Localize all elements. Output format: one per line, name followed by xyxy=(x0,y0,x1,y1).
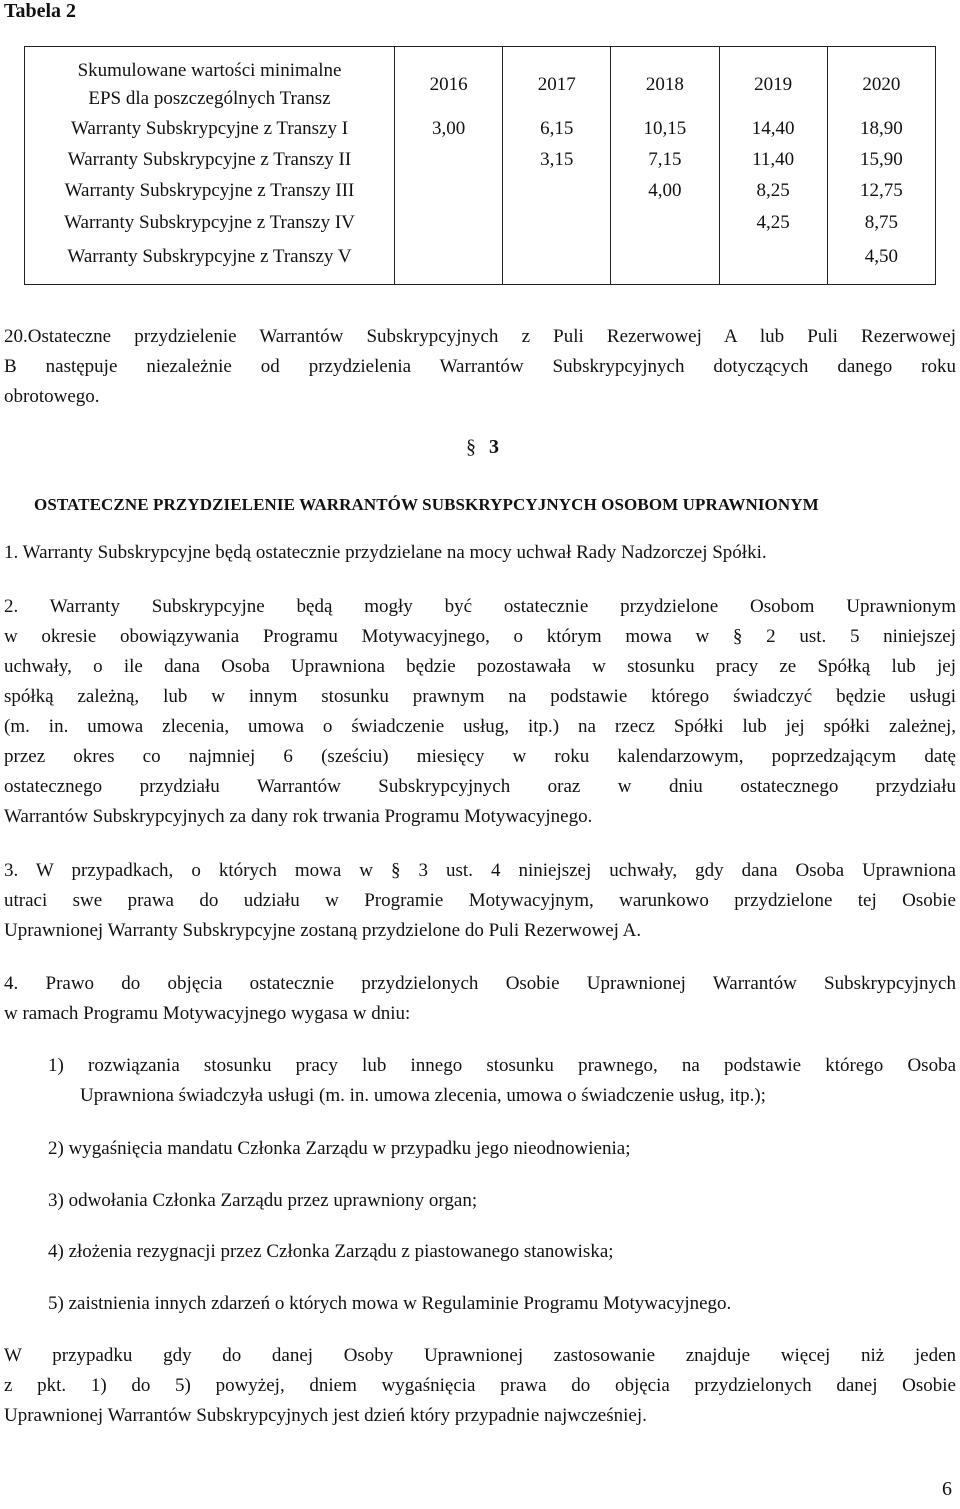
text-line: spółką zależną, lub w innym stosunku prawnym na podstawie którego świadczyć będzie usługi xyxy=(4,686,956,707)
text-line: w ramach Programu Motywacyjnego wygasa w dniu: xyxy=(4,1003,411,1024)
table-cell xyxy=(503,175,610,206)
table-cell: 8,75 xyxy=(864,212,898,233)
table-year-header: 2018 xyxy=(645,74,684,95)
text-line: Uprawniona świadczyła usługi (m. in. umowa zlecenia, umowa o świadczenie usług, itp.); xyxy=(80,1085,766,1106)
text-line: 20.Ostateczne przydzielenie Warrantów Subskrypcyjnych z Puli Rezerwowej A lub Puli Rezerwowej xyxy=(4,326,956,347)
table-cell: 18,90 xyxy=(860,118,903,139)
table-cell xyxy=(395,240,502,274)
table-cell xyxy=(611,206,718,240)
text-line: z pkt. 1) do 5) powyżej, dniem wygaśnięcia prawa do objęcia przydzielonych danej Osobie xyxy=(4,1375,956,1396)
table-caption: Tabela 2 xyxy=(4,0,77,22)
text-line: Warrantów Subskrypcyjnych za dany rok trwania Programu Motywacyjnego. xyxy=(4,806,593,827)
section-symbol: § xyxy=(466,436,476,458)
eps-table xyxy=(24,46,936,285)
text-line: obrotowego. xyxy=(4,386,100,407)
table-year-column xyxy=(827,47,935,285)
section-heading: OSTATECZNE PRZYDZIELENIE WARRANTÓW SUBSKRYPCYJNYCH OSOBOM UPRAWNIONYM xyxy=(34,495,819,514)
table-year-column xyxy=(503,47,611,285)
text-line: Uprawnionej Warrantów Subskrypcyjnych jest dzień który przypadnie najwcześniej. xyxy=(4,1405,647,1426)
closing-paragraph xyxy=(4,1341,956,1431)
list-item-1 xyxy=(48,1051,956,1111)
text-line: 3. W przypadkach, o których mowa w § 3 ust. 4 niniejszej uchwały, gdy dana Osoba Uprawniona xyxy=(4,860,956,881)
table-cell xyxy=(395,206,502,240)
section-number xyxy=(466,436,499,459)
table-year-header: 2017 xyxy=(537,74,576,95)
table-cell xyxy=(395,175,502,206)
table-cell: 14,40 xyxy=(751,118,795,139)
table-header-label-line: EPS dla poszczególnych Transz xyxy=(88,88,331,109)
list-item-3: 3) odwołania Członka Zarządu przez uprawniony organ; xyxy=(48,1190,478,1211)
text-line: uchwały, o ile dana Osoba Uprawniona będzie pozostawała w stosunku pracy ze Spółką lub jej xyxy=(4,656,956,677)
table-cell xyxy=(611,240,718,274)
table-year-column xyxy=(719,47,827,285)
table-cell xyxy=(720,240,827,274)
text-line: ostatecznego przydziału Warrantów Subskrypcyjnych oraz w dniu ostatecznego przydziału xyxy=(4,776,956,797)
table-row-label: Warranty Subskrypcyjne z Transzy I xyxy=(70,118,349,139)
list-item-2: 2) wygaśnięcia mandatu Członka Zarządu w przypadku jego nieodnowienia; xyxy=(48,1138,631,1159)
table-label-column xyxy=(25,47,395,285)
point-4 xyxy=(4,969,956,1029)
text-line: B następuje niezależnie od przydzielenia Warrantów Subskrypcyjnych dotyczących danego roku xyxy=(4,356,956,377)
point-3 xyxy=(4,856,956,946)
table-year-header: 2016 xyxy=(429,74,468,95)
table-year-header: 2019 xyxy=(754,74,793,95)
table-cell: 11,40 xyxy=(752,149,795,170)
section-digit: 3 xyxy=(489,436,499,458)
table-cell: 4,25 xyxy=(756,212,790,233)
table-cell: 3,00 xyxy=(431,118,466,139)
text-line: 1) rozwiązania stosunku pracy lub innego stosunku prawnego, na podstawie którego Osoba xyxy=(48,1055,956,1076)
table-cell: 12,75 xyxy=(860,180,903,201)
point-1: 1. Warranty Subskrypcyjne będą ostatecznie przydzielane na mocy uchwał Rady Nadzorczej Spółki. xyxy=(4,542,767,563)
table-row-label: Warranty Subskrypcyjne z Transzy V xyxy=(67,246,352,267)
list-item-4: 4) złożenia rezygnacji przez Członka Zarządu z piastowanego stanowiska; xyxy=(48,1241,614,1262)
table-year-column xyxy=(611,47,719,285)
table-year-column xyxy=(395,47,503,285)
table-cell: 4,50 xyxy=(864,246,898,267)
text-line: 4. Prawo do objęcia ostatecznie przydzielonych Osobie Uprawnionej Warrantów Subskrypcyjnych xyxy=(4,973,956,994)
table-header-label-line: Skumulowane wartości minimalne xyxy=(77,60,342,81)
text-line: Uprawnionej Warranty Subskrypcyjne zostaną przydzielone do Puli Rezerwowej A. xyxy=(4,920,642,941)
text-line: w okresie obowiązywania Programu Motywacyjnego, o którym mowa w § 2 ust. 5 niniejszej xyxy=(4,626,956,647)
table-year-header: 2020 xyxy=(862,74,901,95)
table-cell xyxy=(503,240,610,274)
table-row-label: Warranty Subskrypcyjne z Transzy II xyxy=(67,149,352,170)
text-line: 2. Warranty Subskrypcyjne będą mogły być ostatecznie przydzielone Osobom Uprawnionym xyxy=(4,596,956,617)
table-cell: 7,15 xyxy=(648,149,682,170)
point-2 xyxy=(4,592,956,832)
list-item-5: 5) zaistnienia innych zdarzeń o których mowa w Regulaminie Programu Motywacyjnego. xyxy=(48,1293,732,1314)
text-line: utraci swe prawa do udziału w Programie Motywacyjnym, warunkowo przydzielone tej Osobie xyxy=(4,890,956,911)
text-line: (m. in. umowa zlecenia, umowa o świadczenie usług, itp.) na rzecz Spółki lub jej spółki zależnej, xyxy=(4,716,956,737)
table-cell: 6,15 xyxy=(540,118,574,139)
text-line: W przypadku gdy do danej Osoby Uprawnionej zastosowanie znajduje więcej niż jeden xyxy=(4,1345,956,1366)
table-cell: 8,25 xyxy=(756,180,790,201)
page-number: 6 xyxy=(942,1478,952,1500)
table-cell: 10,15 xyxy=(643,118,687,139)
table-row-label: Warranty Subskrypcyjne z Transzy III xyxy=(64,180,355,201)
table-cell xyxy=(395,144,502,175)
text-line: przez okres co najmniej 6 (sześciu) miesięcy w roku kalendarzowym, poprzedzającym datę xyxy=(4,746,956,767)
table-cell: 4,00 xyxy=(648,180,682,201)
paragraph-20 xyxy=(4,322,956,412)
table-cell xyxy=(503,206,610,240)
table-row-label: Warranty Subskrypcyjne z Transzy IV xyxy=(64,212,355,233)
table-cell: 3,15 xyxy=(540,149,574,170)
table-cell: 15,90 xyxy=(860,149,903,170)
